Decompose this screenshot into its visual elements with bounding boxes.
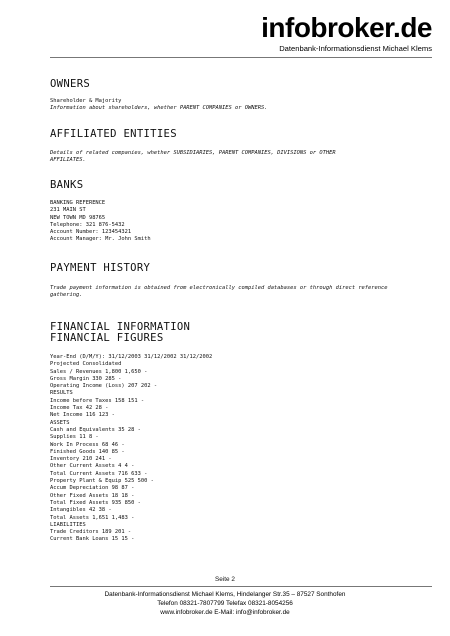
fin-line: Property Plant & Equip 525 500 - [50,478,154,485]
fin-line: Other Fixed Assets 18 18 - [50,492,135,499]
fin-line: Current Bank Loans 15 15 - [50,536,135,543]
bank-line: Telephone: 321 876-5432 [50,221,125,228]
header-rule [50,57,432,58]
fin-line: ASSETS [50,419,70,426]
infobroker-logo: infobroker.de [261,12,432,43]
bank-line: NEW TOWN MD 98765 [50,214,106,221]
banks-section [50,179,151,244]
financial-heading: FINANCIAL INFORMATION [50,321,191,333]
fin-line: Inventory 210 241 - [50,456,112,463]
page-number: Seite 2 [215,576,235,583]
fin-line: Total Current Assets 716 633 - [50,470,148,477]
bank-line: Account Number: 123454321 [50,229,132,236]
affiliated-heading: AFFILIATED ENTITIES [50,128,177,140]
owners-section [50,78,267,113]
footer-web: www.infobroker.de E-Mail: info@infobroker.de [160,609,290,616]
owners-line-2: Information about shareholders, whether PARENT COMPANIES or OWNERS. [50,105,268,112]
page-footer [0,590,450,617]
fin-line: Work In Process 68 46 - [50,441,125,448]
fin-line: Net Income 116 123 - [50,412,115,419]
financial-subheading: FINANCIAL FIGURES [50,332,164,344]
fin-line: Income before Taxes 158 151 - [50,397,145,404]
fin-line: Other Current Assets 4 4 - [50,463,135,470]
payment-section [50,262,390,300]
fin-line: Projected Consolidated [50,361,122,368]
bank-line: 231 MAIN ST [50,207,86,214]
affiliated-section [50,128,345,165]
fin-line: Operating Income (Loss) 207 202 - [50,383,158,390]
brand-header [261,14,432,53]
fin-line: Intangibles 42 38 - [50,507,112,514]
fin-line: RESULTS [50,390,73,397]
fin-line: Accum Depreciation 98 87 - [50,485,135,492]
footer-rule [50,586,432,587]
bank-line: Account Manager: Mr. John Smith [50,236,151,243]
fin-line: LIABILITIES [50,521,86,528]
banks-details [50,200,151,244]
payment-heading: PAYMENT HISTORY [50,262,151,274]
financial-figures [50,354,212,544]
financial-section [50,322,212,544]
bank-line: BANKING REFERENCE [50,200,106,206]
banks-heading: BANKS [50,179,84,191]
fin-line: Total Assets 1,651 1,483 - [50,514,135,521]
fin-line: Year-End (D/M/Y): 31/12/2003 31/12/2002 31/12/2002 [50,354,213,360]
fin-line: Trade Creditors 189 201 - [50,529,132,536]
owners-heading: OWNERS [50,78,91,90]
fin-line: Gross Margin 330 285 - [50,375,122,382]
fin-line: Income Tax 42 28 - [50,405,109,412]
payment-text: Trade payment information is obtained from electronically compiled databases or through direct reference gathering. [50,285,388,299]
fin-line: Total Fixed Assets 935 850 - [50,499,141,506]
fin-line: Finished Goods 140 85 - [50,448,125,455]
affiliated-text: Details of related companies, whether SUBSIDIARIES, PARENT COMPANIES, DIVISIONS or OTHER AFFILIATES. [50,150,336,164]
fin-line: Supplies 11 8 - [50,434,99,441]
footer-phone: Telefon 08321-7807799 Telefax 08321-8054256 [157,600,293,607]
owners-text [50,98,267,113]
fin-line: Sales / Revenues 1,800 1,650 - [50,368,148,375]
footer-address: Datenbank-Informationsdienst Michael Klems, Hindelanger Str.35 – 87527 Sonthofen [104,591,346,598]
fin-line: Cash and Equivalents 35 28 - [50,426,141,433]
owners-line-1: Shareholder & Majority [50,98,122,104]
brand-subtitle: Datenbank-Informationsdienst Michael Klems [279,44,432,53]
